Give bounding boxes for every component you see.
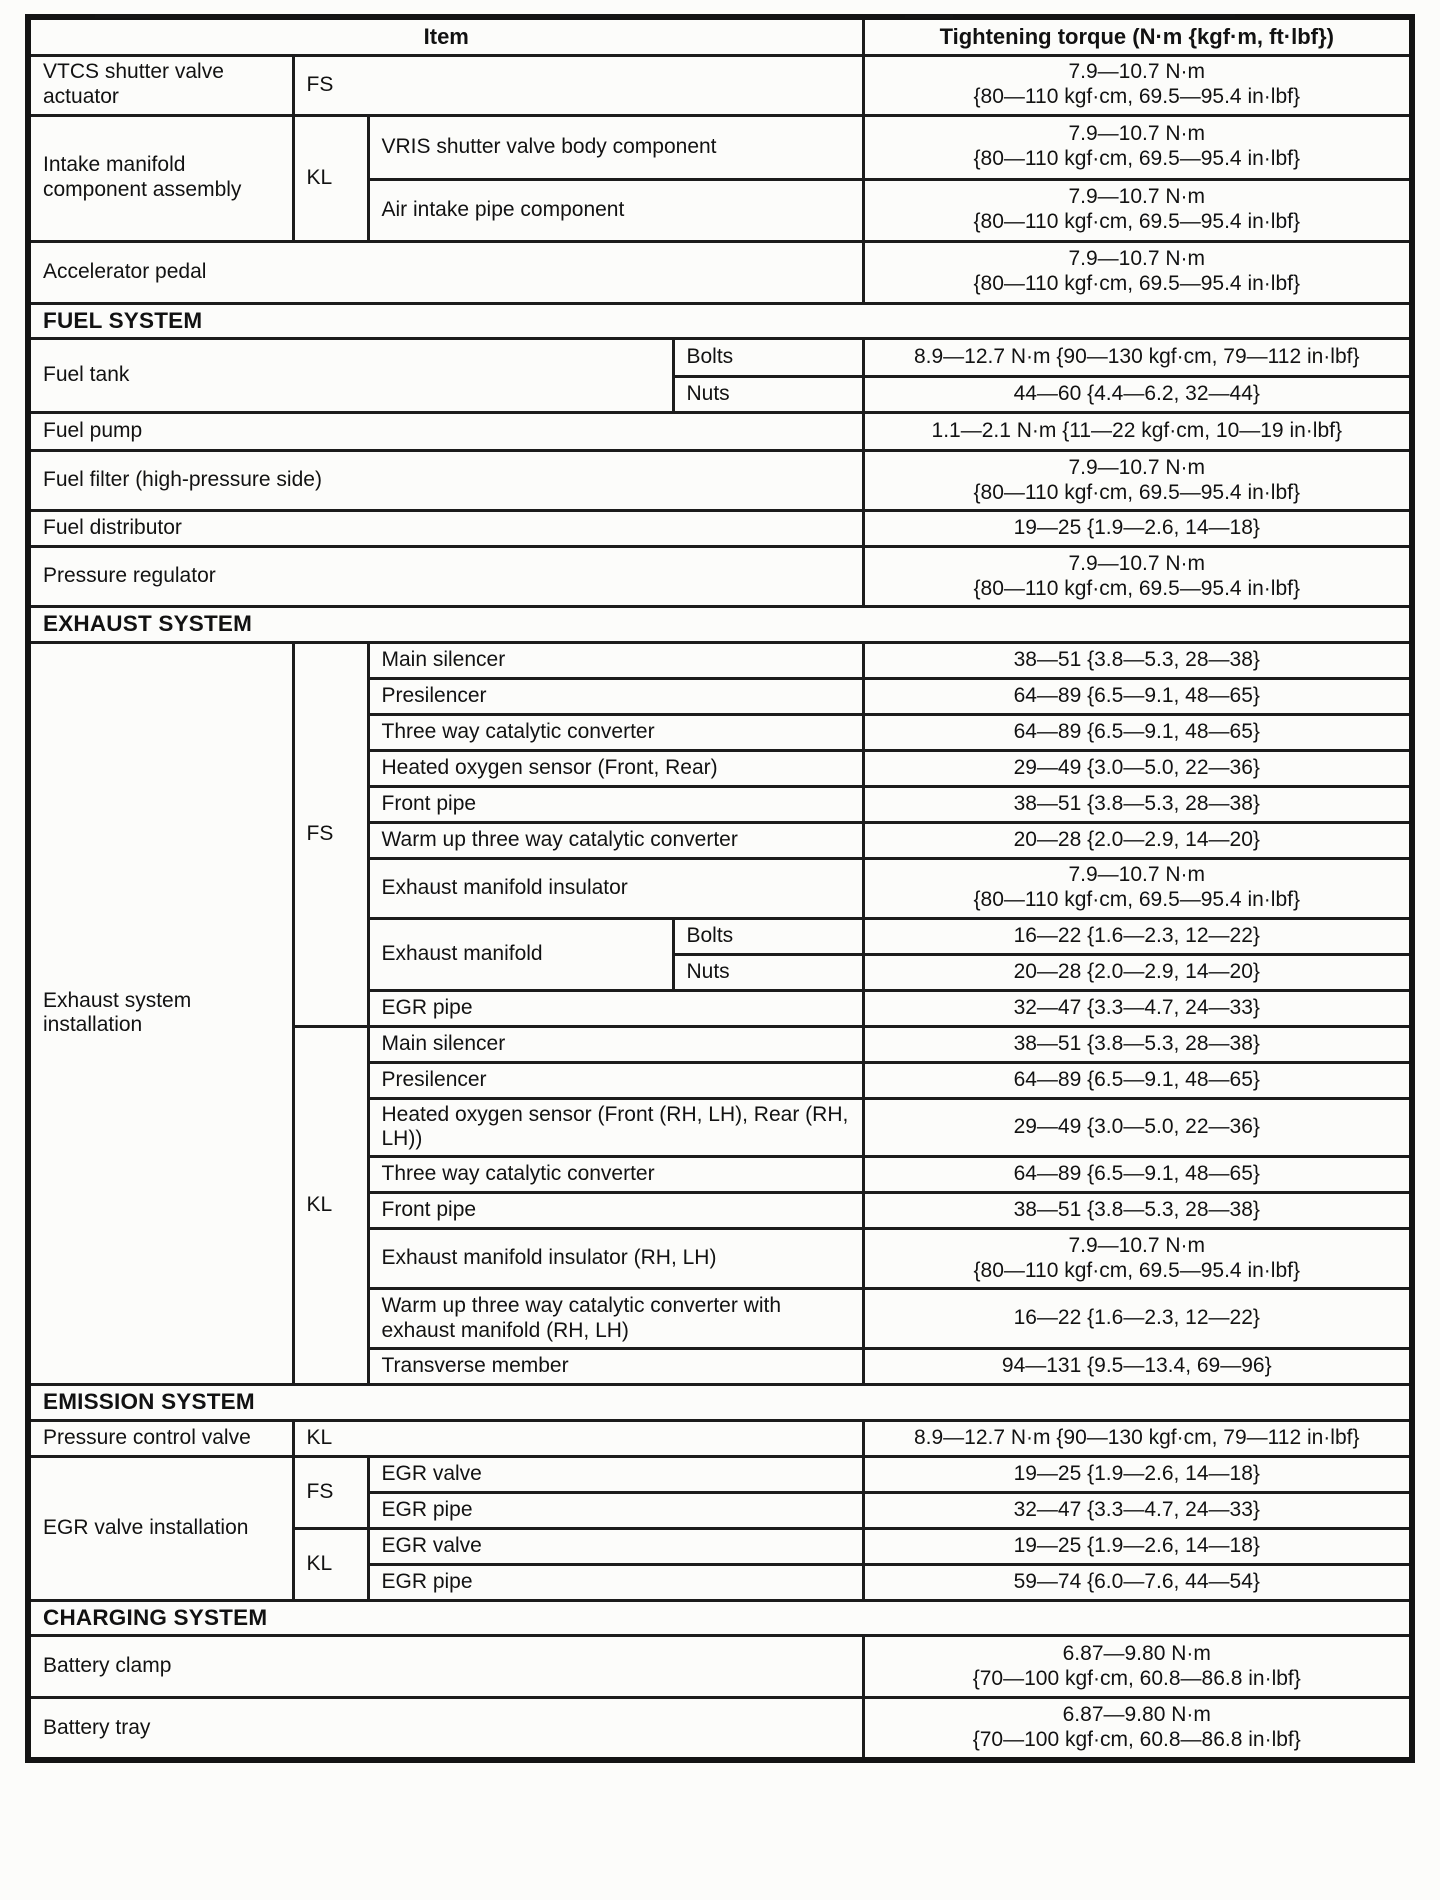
table-row [28, 339, 1412, 377]
torque-cell [863, 1698, 1412, 1760]
subitem-cell: Front pipe [368, 786, 863, 822]
item-cell: VTCS shutter valve actuator [28, 55, 293, 115]
torque-cell: 64—89 {6.5—9.1, 48—65} [863, 1157, 1412, 1193]
torque-cell: 29—49 {3.0—5.0, 22—36} [863, 750, 1412, 786]
engine-cell: KL [293, 1528, 368, 1600]
torque-cell: 8.9—12.7 N·m {90—130 kgf·cm, 79—112 in·lbf} [863, 339, 1412, 377]
torque-line2: {80—110 kgf·cm, 69.5—95.4 in·lbf} [973, 147, 1300, 170]
torque-cell: 59—74 {6.0—7.6, 44—54} [863, 1564, 1412, 1600]
subitem-cell: Warm up three way catalytic converter with exhaust manifold (RH, LH) [368, 1289, 863, 1349]
torque-cell: 8.9—12.7 N·m {90—130 kgf·cm, 79—112 in·lbf} [863, 1420, 1412, 1456]
torque-cell [863, 547, 1412, 607]
torque-cell: 64—89 {6.5—9.1, 48—65} [863, 714, 1412, 750]
torque-cell: 38—51 {3.8—5.3, 28—38} [863, 1026, 1412, 1062]
table-row [28, 1698, 1412, 1760]
item-cell: Fuel distributor [28, 511, 863, 547]
table-row [28, 413, 1412, 451]
torque-cell: 19—25 {1.9—2.6, 14—18} [863, 1456, 1412, 1492]
subitem-cell: Exhaust manifold [368, 918, 673, 990]
item-cell: Exhaust system installation [28, 642, 293, 1385]
torque-cell: 32—47 {3.3—4.7, 24—33} [863, 1492, 1412, 1528]
scan-artifact [560, 14, 620, 17]
table-row [28, 1456, 1412, 1492]
torque-cell: 16—22 {1.6—2.3, 12—22} [863, 918, 1412, 954]
subitem-cell: Main silencer [368, 1026, 863, 1062]
torque-cell: 64—89 {6.5—9.1, 48—65} [863, 678, 1412, 714]
torque-cell: 20—28 {2.0—2.9, 14—20} [863, 822, 1412, 858]
torque-cell: 44—60 {4.4—6.2, 32—44} [863, 377, 1412, 413]
torque-cell: 19—25 {1.9—2.6, 14—18} [863, 511, 1412, 547]
table-header-row [28, 17, 1412, 55]
table-row [28, 511, 1412, 547]
section-header-row [28, 607, 1412, 643]
torque-cell [863, 115, 1412, 179]
torque-line1: 7.9—10.7 N·m [1068, 551, 1206, 575]
torque-cell: 94—131 {9.5—13.4, 69—96} [863, 1349, 1412, 1385]
fastener-cell: Bolts [673, 339, 863, 377]
item-cell: Pressure regulator [28, 547, 863, 607]
torque-cell: 1.1—2.1 N·m {11—22 kgf·cm, 10—19 in·lbf} [863, 413, 1412, 451]
subitem-cell: EGR pipe [368, 1564, 863, 1600]
torque-cell [863, 241, 1412, 303]
torque-line1: 6.87—9.80 N·m [1062, 1703, 1211, 1727]
table-row [28, 547, 1412, 607]
subitem-cell: Heated oxygen sensor (Front (RH, LH), Rear (RH, LH)) [368, 1098, 863, 1157]
section-header-row [28, 1385, 1412, 1421]
section-header-row [28, 1600, 1412, 1636]
section-title-emission-system: EMISSION SYSTEM [28, 1385, 1412, 1421]
subitem-cell: Three way catalytic converter [368, 1157, 863, 1193]
torque-cell [863, 179, 1412, 241]
torque-cell [863, 1229, 1412, 1289]
subitem-cell: EGR pipe [368, 990, 863, 1026]
torque-cell: 29—49 {3.0—5.0, 22—36} [863, 1098, 1412, 1157]
torque-line2: {80—110 kgf·cm, 69.5—95.4 in·lbf} [973, 576, 1300, 600]
subitem-cell: VRIS shutter valve body component [368, 115, 863, 179]
engine-cell: KL [293, 1026, 368, 1385]
item-cell: Fuel tank [28, 339, 673, 413]
section-header-row [28, 303, 1412, 339]
torque-line1: 7.9—10.7 N·m [1068, 247, 1206, 271]
subitem-cell: Main silencer [368, 642, 863, 678]
section-title-charging-system: CHARGING SYSTEM [28, 1600, 1412, 1636]
scan-artifact [300, 16, 340, 19]
subitem-cell: Warm up three way catalytic converter [368, 822, 863, 858]
scanned-manual-page [0, 14, 1440, 1900]
subitem-cell: Three way catalytic converter [368, 714, 863, 750]
torque-cell: 20—28 {2.0—2.9, 14—20} [863, 954, 1412, 990]
item-cell: Battery tray [28, 1698, 863, 1760]
subitem-cell: Exhaust manifold insulator [368, 858, 863, 918]
torque-cell [863, 55, 1412, 115]
torque-spec-table [25, 14, 1415, 1763]
section-title-exhaust-system: EXHAUST SYSTEM [28, 607, 1412, 643]
subitem-cell: EGR valve [368, 1528, 863, 1564]
engine-cell: KL [293, 1420, 863, 1456]
torque-line2: {80—110 kgf·cm, 69.5—95.4 in·lbf} [973, 272, 1300, 295]
subitem-cell: EGR pipe [368, 1492, 863, 1528]
item-cell: EGR valve installation [28, 1456, 293, 1600]
subitem-cell: Transverse member [368, 1349, 863, 1385]
torque-line2: {70—100 kgf·cm, 60.8—86.8 in·lbf} [972, 1727, 1301, 1751]
torque-cell: 32—47 {3.3—4.7, 24—33} [863, 990, 1412, 1026]
torque-line2: {70—100 kgf·cm, 60.8—86.8 in·lbf} [972, 1666, 1301, 1690]
subitem-cell: Front pipe [368, 1193, 863, 1229]
torque-cell [863, 1636, 1412, 1698]
scan-artifact [905, 15, 953, 18]
torque-cell: 64—89 {6.5—9.1, 48—65} [863, 1062, 1412, 1098]
torque-line1: 7.9—10.7 N·m [1068, 122, 1206, 146]
torque-line2: {80—110 kgf·cm, 69.5—95.4 in·lbf} [973, 888, 1300, 912]
torque-line1: 7.9—10.7 N·m [1068, 1233, 1206, 1257]
engine-cell: KL [293, 115, 368, 241]
scan-artifact [1180, 14, 1235, 17]
subitem-cell: Presilencer [368, 1062, 863, 1098]
item-cell: Fuel pump [28, 413, 863, 451]
item-cell: Intake manifold component assembly [28, 115, 293, 241]
fastener-cell: Nuts [673, 954, 863, 990]
item-cell: Pressure control valve [28, 1420, 293, 1456]
torque-cell [863, 451, 1412, 511]
torque-line1: 7.9—10.7 N·m [1068, 455, 1206, 479]
table-row [28, 642, 1412, 678]
column-header-torque: Tightening torque (N·m {kgf·m, ft·lbf}) [863, 17, 1412, 55]
torque-line2: {80—110 kgf·cm, 69.5—95.4 in·lbf} [973, 1258, 1300, 1282]
torque-line1: 7.9—10.7 N·m [1068, 60, 1206, 84]
table-row [28, 1420, 1412, 1456]
torque-cell: 38—51 {3.8—5.3, 28—38} [863, 786, 1412, 822]
column-header-item: Item [28, 17, 863, 55]
table-row [28, 1636, 1412, 1698]
item-cell: Battery clamp [28, 1636, 863, 1698]
torque-line2: {80—110 kgf·cm, 69.5—95.4 in·lbf} [973, 480, 1300, 504]
torque-cell: 16—22 {1.6—2.3, 12—22} [863, 1289, 1412, 1349]
table-row [28, 241, 1412, 303]
scan-artifact [95, 14, 150, 18]
engine-cell: FS [293, 55, 863, 115]
torque-line2: {80—110 kgf·cm, 69.5—95.4 in·lbf} [973, 85, 1300, 108]
torque-line1: 6.87—9.80 N·m [1062, 1641, 1211, 1665]
subitem-cell: Presilencer [368, 678, 863, 714]
fastener-cell: Nuts [673, 377, 863, 413]
item-cell: Fuel filter (high-pressure side) [28, 451, 863, 511]
torque-line1: 7.9—10.7 N·m [1068, 863, 1206, 887]
subitem-cell: Air intake pipe component [368, 179, 863, 241]
fastener-cell: Bolts [673, 918, 863, 954]
torque-cell: 19—25 {1.9—2.6, 14—18} [863, 1528, 1412, 1564]
section-title-fuel-system: FUEL SYSTEM [28, 303, 1412, 339]
subitem-cell: Heated oxygen sensor (Front, Rear) [368, 750, 863, 786]
torque-cell [863, 858, 1412, 918]
item-cell: Accelerator pedal [28, 241, 863, 303]
torque-cell: 38—51 {3.8—5.3, 28—38} [863, 642, 1412, 678]
table-row [28, 451, 1412, 511]
engine-cell: FS [293, 642, 368, 1026]
torque-line2: {80—110 kgf·cm, 69.5—95.4 in·lbf} [973, 210, 1300, 233]
subitem-cell: Exhaust manifold insulator (RH, LH) [368, 1229, 863, 1289]
engine-cell: FS [293, 1456, 368, 1528]
table-row [28, 55, 1412, 115]
torque-line1: 7.9—10.7 N·m [1068, 185, 1206, 209]
table-row [28, 115, 1412, 179]
subitem-cell: EGR valve [368, 1456, 863, 1492]
torque-cell: 38—51 {3.8—5.3, 28—38} [863, 1193, 1412, 1229]
